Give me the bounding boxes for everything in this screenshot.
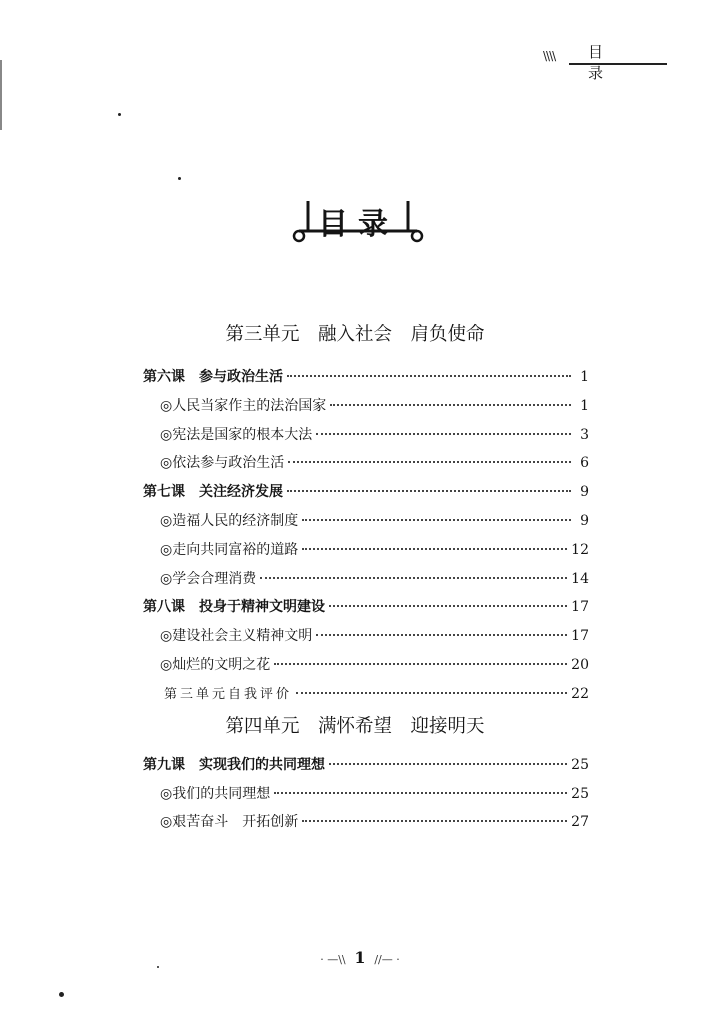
toc-entry-title: ◎人民当家作主的法治国家 (160, 397, 327, 414)
header-rule (569, 63, 667, 65)
toc-entry-title: 实现我们的共同理想 (199, 757, 325, 773)
toc-entry-title: ◎依法参与政治生活 (160, 455, 285, 472)
footer-left-decoration: · —\\ (320, 953, 346, 966)
toc-lesson-entry (143, 596, 589, 618)
toc-entry-title: ◎走向共同富裕的道路 (160, 541, 299, 558)
toc-page-number: 27 (571, 814, 589, 830)
toc-page-number: 1 (580, 397, 589, 414)
toc-entry-title: 第三单元自我评价 (164, 686, 293, 702)
toc-page-number: 9 (580, 513, 589, 529)
page-number-footer (300, 948, 420, 970)
scan-speck (118, 113, 121, 116)
running-header-text: 目录 (588, 43, 634, 82)
toc-lesson-entry (143, 481, 589, 503)
toc-section-entry (160, 510, 589, 532)
page-title: 目录 (318, 207, 398, 242)
toc-section-entry (160, 424, 589, 446)
dot-leader (302, 548, 567, 550)
dot-leader (296, 692, 567, 694)
toc-review-entry (164, 683, 589, 705)
page-title-block (290, 195, 425, 245)
lesson-number: 第九课 (143, 757, 185, 773)
scan-speck (178, 177, 181, 180)
header-slash-decoration: \\\\ (543, 49, 556, 63)
dot-leader (287, 490, 571, 492)
toc-entry-title: ◎艰苦奋斗 开拓创新 (160, 814, 299, 830)
toc-section-entry (160, 625, 589, 647)
page-number: 1 (354, 948, 366, 967)
toc-entry-title: ◎学会合理消费 (160, 570, 257, 587)
toc-entry-title: ◎灿烂的文明之花 (160, 657, 271, 673)
dot-leader (330, 404, 571, 406)
toc-page-number: 9 (580, 484, 589, 501)
toc-entry-title: ◎我们的共同理想 (160, 785, 271, 802)
dot-leader (302, 519, 571, 521)
toc-entry-title: ◎造福人民的经济制度 (160, 513, 299, 529)
lesson-number: 第八课 (143, 599, 185, 616)
dot-leader (316, 433, 571, 435)
dot-leader (329, 763, 567, 765)
toc-entry-title: ◎建设社会主义精神文明 (160, 628, 313, 645)
toc-section-entry (160, 395, 589, 417)
toc-page-number: 22 (571, 685, 589, 702)
toc-page-number: 12 (571, 541, 589, 558)
toc-page-number: 25 (571, 785, 589, 802)
toc-section-entry (160, 654, 589, 676)
running-header (543, 37, 667, 82)
toc-section-entry (160, 811, 589, 833)
dot-leader (316, 634, 567, 636)
toc-lesson-entry (143, 366, 589, 388)
dot-leader (329, 605, 567, 607)
toc-page-number: 6 (580, 455, 589, 472)
toc-page-number: 17 (571, 599, 589, 616)
scan-speck (59, 992, 64, 997)
dot-leader (260, 577, 567, 579)
scan-speck (157, 966, 159, 968)
dot-leader (274, 792, 567, 794)
toc-entry-title: 参与政治生活 (199, 369, 283, 385)
unit-heading: 第三单元 融入社会 肩负使命 (225, 324, 485, 345)
page-edge-mark (0, 60, 2, 130)
dot-leader (287, 375, 571, 377)
toc-section-entry (160, 783, 589, 805)
toc-page-number: 17 (571, 628, 589, 645)
toc-page-number: 25 (571, 757, 589, 773)
footer-right-decoration: //— · (374, 953, 400, 966)
toc-entry-title: 投身于精神文明建设 (199, 599, 325, 616)
lesson-number: 第六课 (143, 369, 185, 385)
toc-entry-title: 关注经济发展 (199, 484, 283, 501)
lesson-number: 第七课 (143, 484, 185, 501)
toc-page-number: 3 (580, 426, 589, 443)
dot-leader (274, 663, 567, 665)
dot-leader (302, 820, 567, 822)
dot-leader (288, 461, 571, 463)
toc-section-entry (160, 452, 589, 474)
toc-page-number: 1 (580, 369, 589, 385)
toc-section-entry (160, 539, 589, 561)
unit-heading: 第四单元 满怀希望 迎接明天 (225, 716, 485, 737)
toc-page-number: 14 (571, 570, 589, 587)
toc-lesson-entry (143, 754, 589, 776)
toc-entry-title: ◎宪法是国家的根本大法 (160, 426, 313, 443)
toc-section-entry (160, 568, 589, 590)
toc-page-number: 20 (571, 657, 589, 673)
